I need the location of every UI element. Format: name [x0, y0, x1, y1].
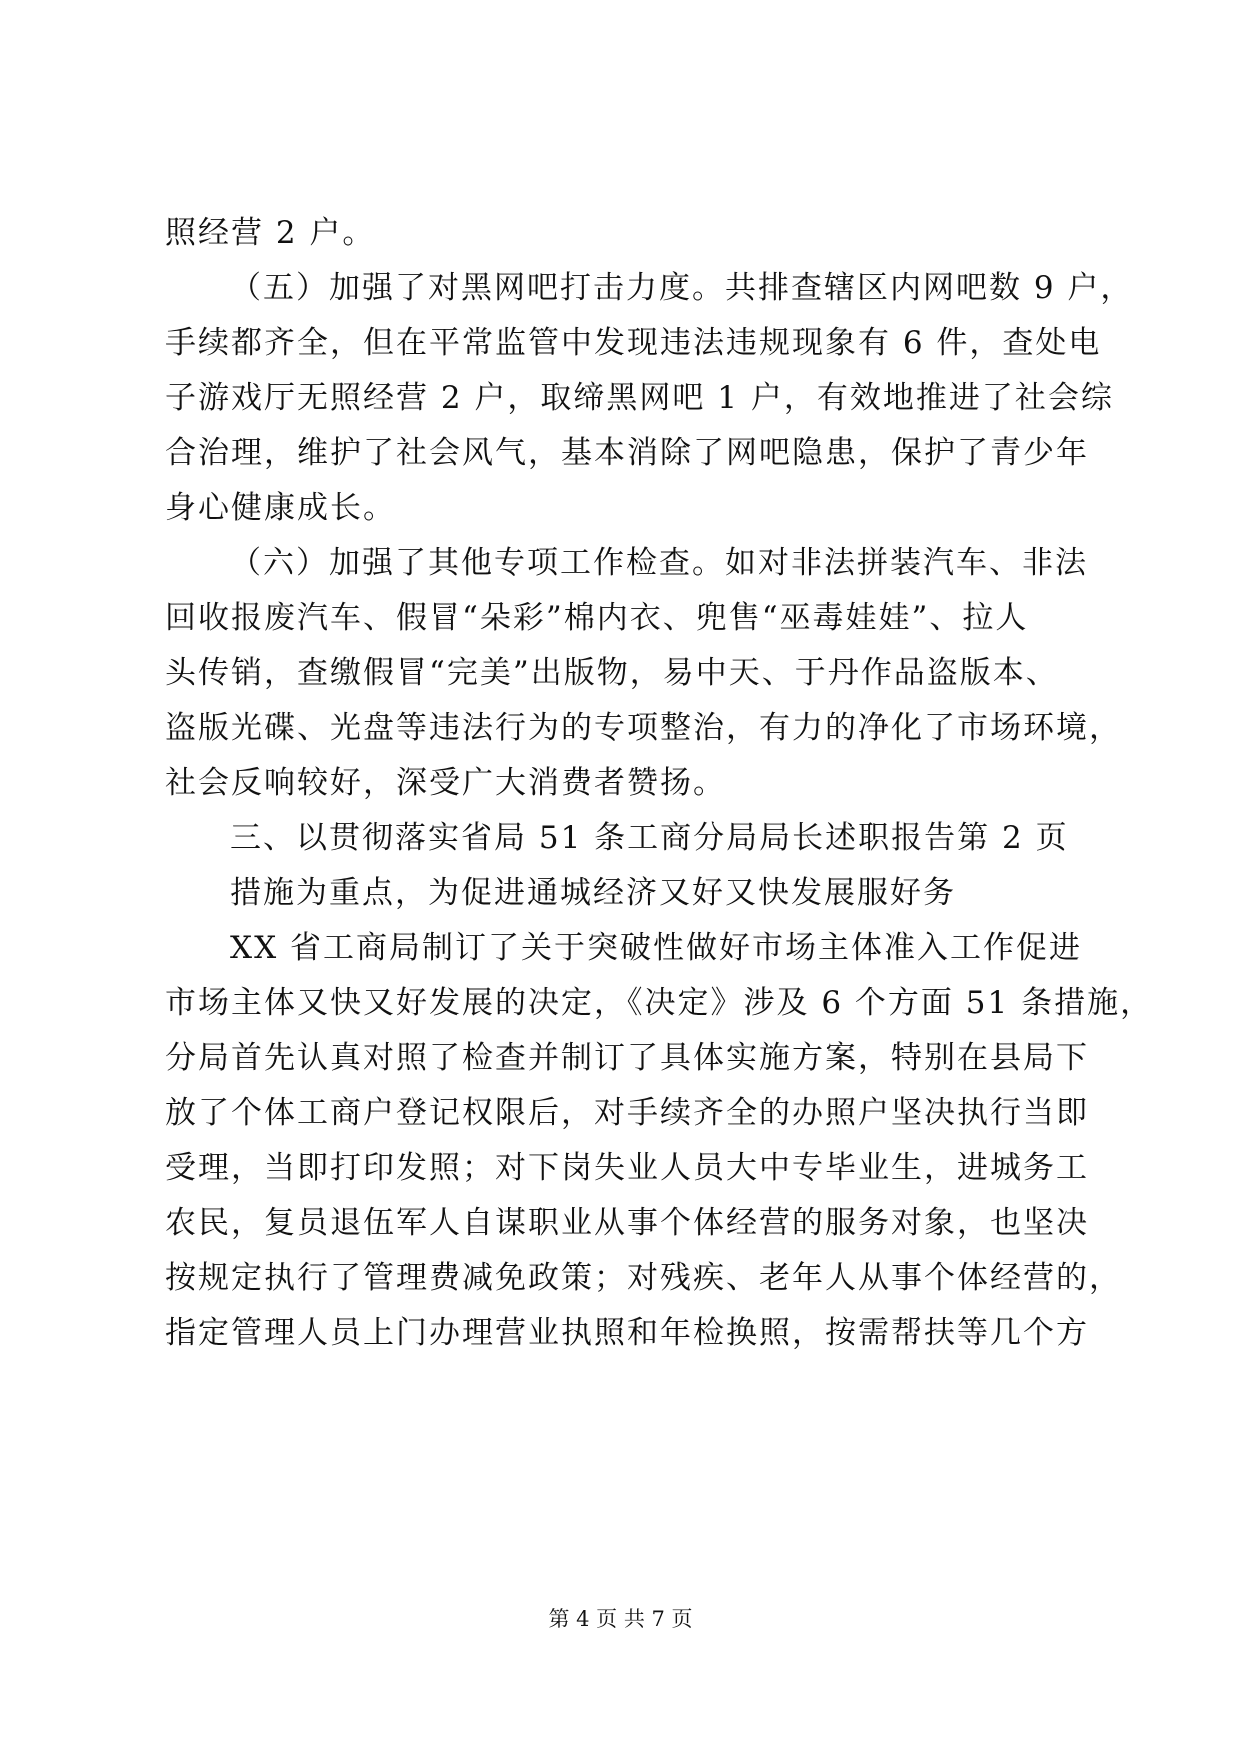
text-line: 照经营 2 户。 [165, 215, 376, 251]
text-line: 头传销，查缴假冒“完美”出版物，易中天、于丹作品盗版本、 [165, 655, 1059, 691]
text-line: 回收报废汽车、假冒“朵彩”棉内衣、兜售“巫毒娃娃”、拉人 [165, 600, 1029, 636]
text-line: 指定管理人员上门办理营业执照和年检换照，按需帮扶等几个方 [165, 1315, 1089, 1351]
text-line: XX 省工商局制订了关于突破性做好市场主体准入工作促进 [230, 930, 1082, 966]
text-line: 社会反响较好，深受广大消费者赞扬。 [165, 765, 726, 801]
text-line: 放了个体工商户登记权限后，对手续齐全的办照户坚决执行当即 [165, 1095, 1089, 1131]
text-line: 盗版光碟、光盘等违法行为的专项整治，有力的净化了市场环境， [165, 710, 1122, 746]
text-line: （六）加强了其他专项工作检查。如对非法拼装汽车、非法 [230, 545, 1088, 581]
text-line: （五）加强了对黑网吧打击力度。共排查辖区内网吧数 9 户， [230, 270, 1134, 306]
text-line: 措施为重点，为促进通城经济又好又快发展服好务 [230, 875, 956, 911]
text-line: 按规定执行了管理费减免政策；对残疾、老年人从事个体经营的， [165, 1260, 1122, 1296]
text-line: 三、以贯彻落实省局 51 条工商分局局长述职报告第 2 页 [230, 820, 1069, 856]
page-footer: 第 4 页 共 7 页 [548, 1607, 693, 1631]
text-line: 手续都齐全，但在平常监管中发现违法违规现象有 6 件，查处电 [165, 325, 1102, 361]
text-line: 分局首先认真对照了检查并制订了具体实施方案，特别在县局下 [165, 1040, 1089, 1076]
text-line: 市场主体又快又好发展的决定，《决定》涉及 6 个方面 51 条措施， [165, 985, 1154, 1021]
text-line: 身心健康成长。 [165, 490, 396, 526]
text-line: 合治理，维护了社会风气，基本消除了网吧隐患，保护了青少年 [165, 435, 1089, 471]
text-line: 农民，复员退伍军人自谋职业从事个体经营的服务对象，也坚决 [165, 1205, 1089, 1241]
text-line: 受理，当即打印发照；对下岗失业人员大中专毕业生，进城务工 [165, 1150, 1089, 1186]
text-line: 子游戏厅无照经营 2 户，取缔黑网吧 1 户，有效地推进了社会综 [165, 380, 1114, 416]
